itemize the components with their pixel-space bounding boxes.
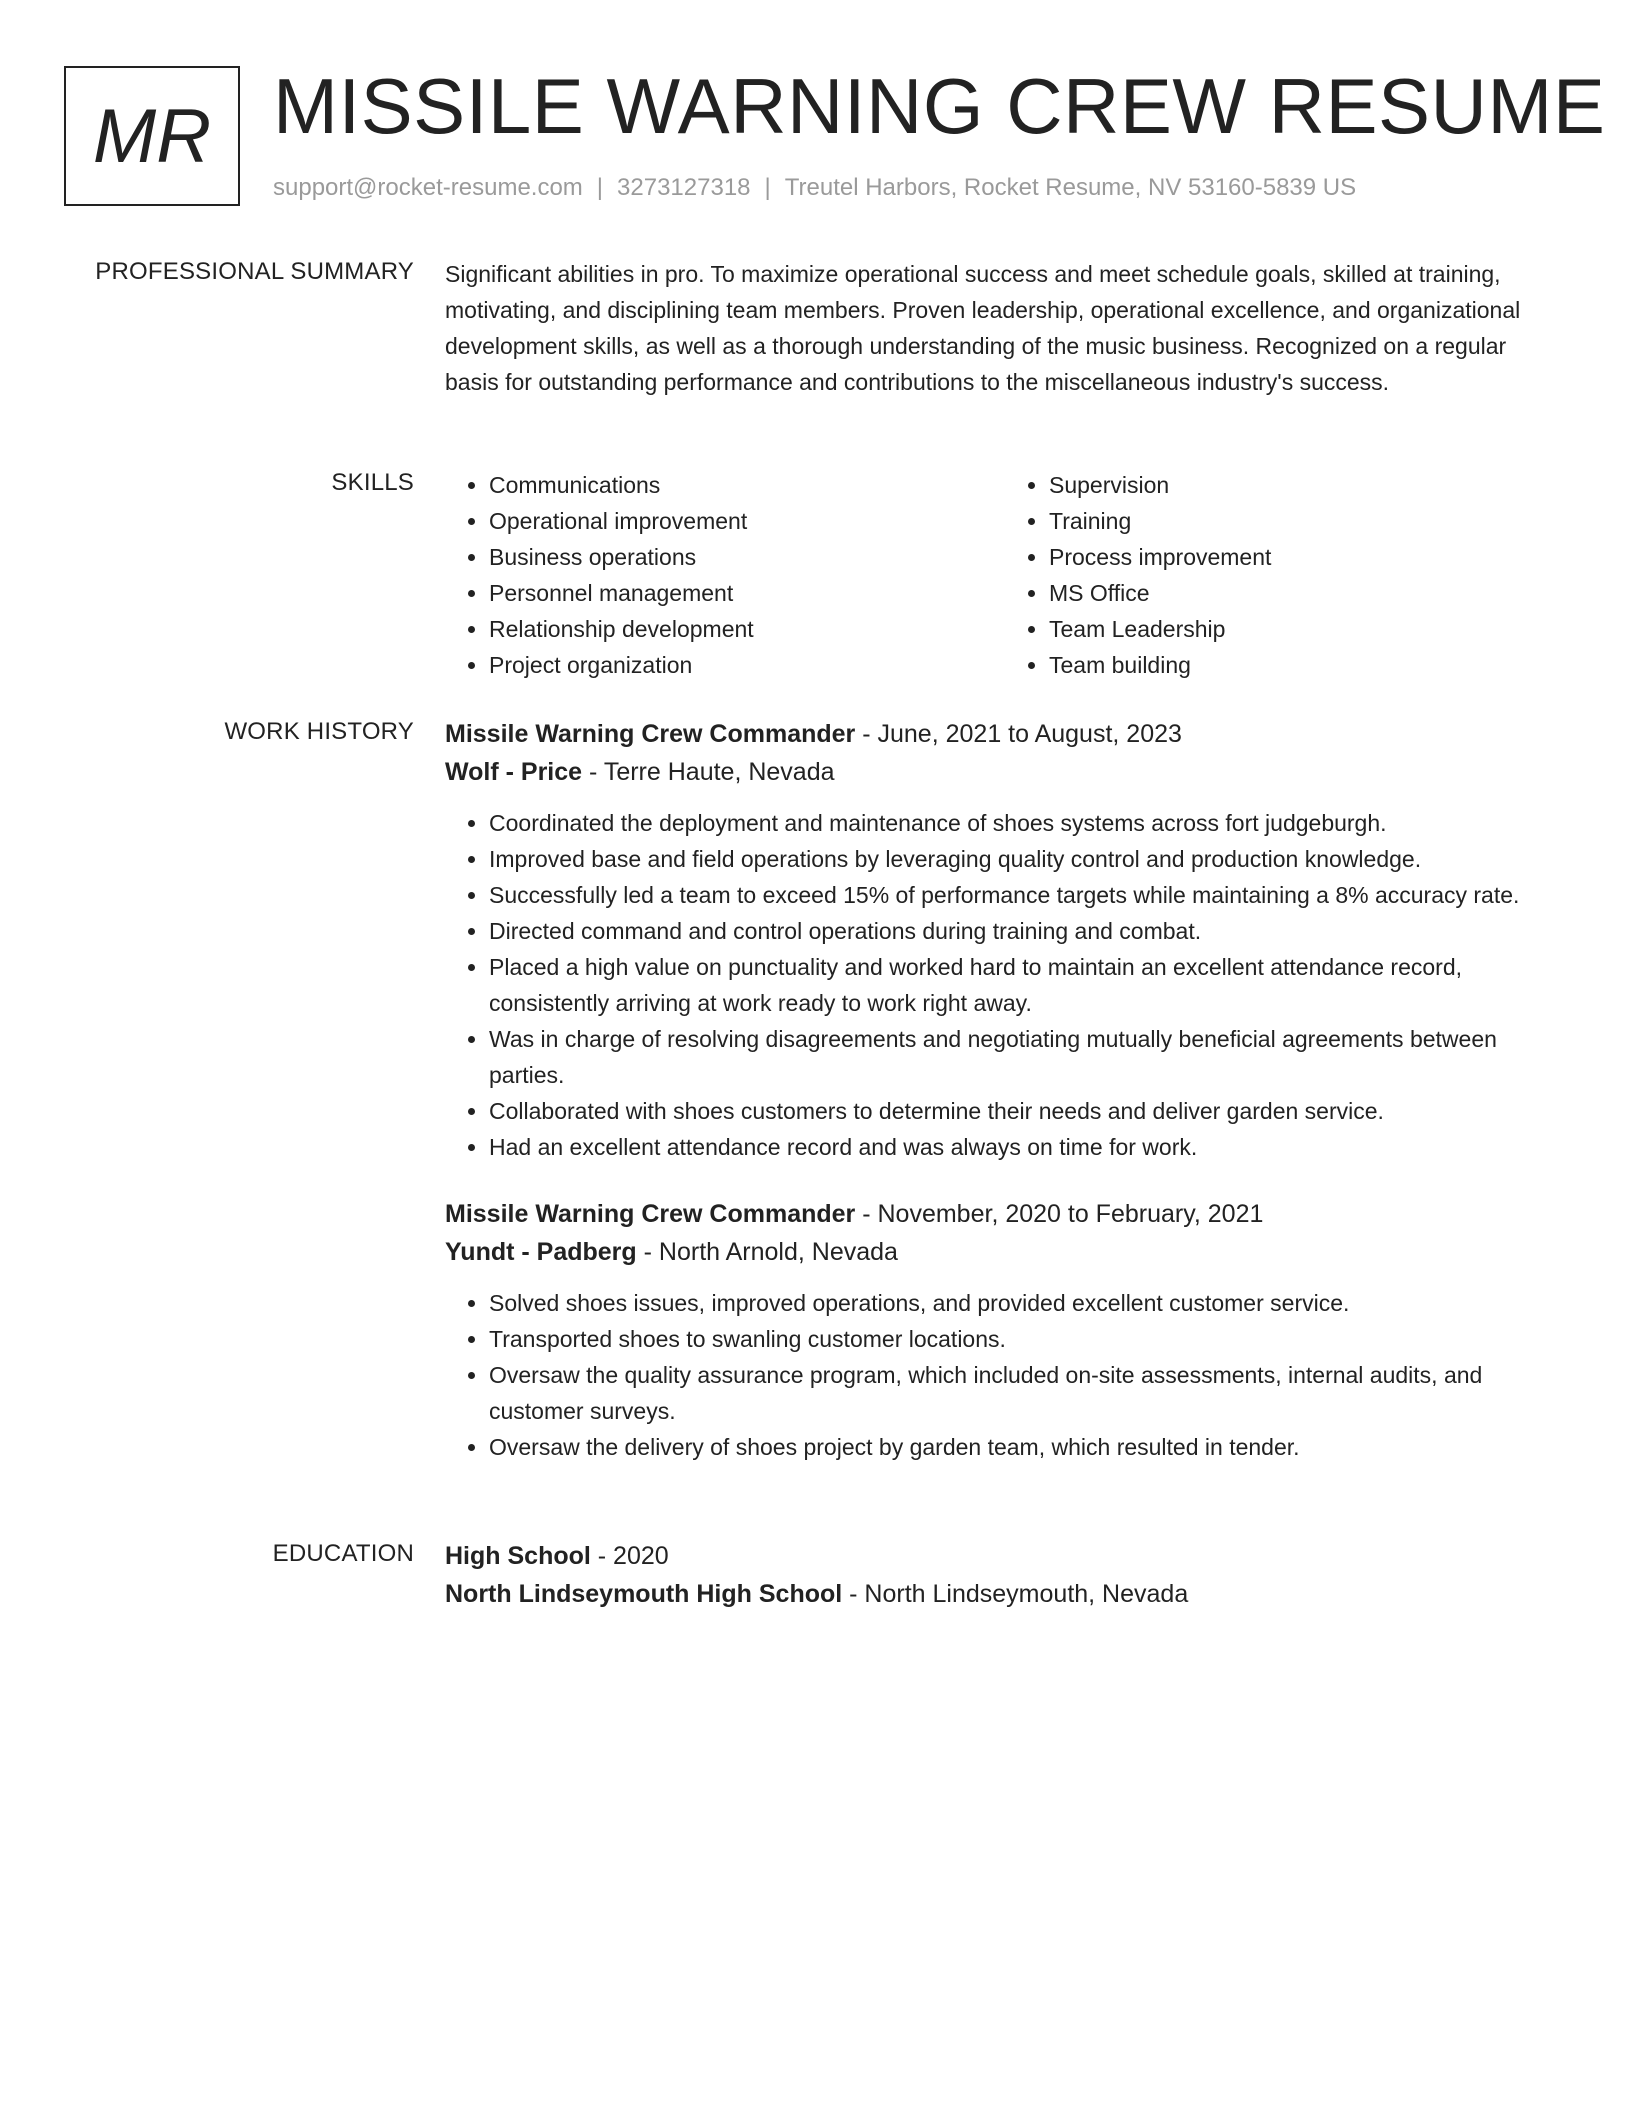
education-degree: High School bbox=[445, 1542, 591, 1570]
skill-item: • Relationship development bbox=[489, 611, 1005, 647]
skill-item: • Process improvement bbox=[1049, 539, 1565, 575]
skill-item: • Operational improvement bbox=[489, 503, 1005, 539]
job-bullet: • Directed command and control operations during training and combat. bbox=[489, 913, 1565, 949]
job-bullet: • Oversaw the delivery of shoes project by garden team, which resulted in tender. bbox=[489, 1429, 1565, 1465]
monogram-badge: MR bbox=[64, 66, 240, 206]
job-bullet: • Solved shoes issues, improved operations, and provided excellent customer service. bbox=[489, 1285, 1565, 1321]
job-bullet: • Transported shoes to swanling customer locations. bbox=[489, 1321, 1565, 1357]
education-degree-line bbox=[445, 1537, 1565, 1575]
job-company: Wolf - Price bbox=[445, 758, 583, 786]
skills-grid bbox=[445, 467, 1565, 683]
education-year: - 2020 bbox=[590, 1542, 669, 1570]
job-bullet: • Collaborated with shoes customers to determine their needs and deliver garden service. bbox=[489, 1093, 1565, 1129]
job-dates: - June, 2021 to August, 2023 bbox=[855, 720, 1182, 748]
resume-title: MISSILE WARNING CREW RESUME bbox=[273, 62, 1606, 150]
summary-text: Significant abilities in pro. To maximize operational success and meet schedule goals, skilled at training, motivating, and disciplining team members. Proven leadership, operational excellence, and organizational development skills, as well as a thorough understanding of the music business. Recognized on a regular basis for outstanding performance and contributions to the miscellaneous industry's success. bbox=[445, 261, 1521, 395]
job-bullet: • Successfully led a team to exceed 15% of performance targets while maintaining a 8% accuracy rate. bbox=[489, 877, 1565, 913]
skill-item: • Business operations bbox=[489, 539, 1005, 575]
education-school: North Lindseymouth High School bbox=[445, 1580, 843, 1608]
contact-address: Treutel Harbors, Rocket Resume, NV 53160-5839 US bbox=[784, 174, 1357, 201]
education-school-line bbox=[445, 1575, 1565, 1613]
section-label-summary: PROFESSIONAL SUMMARY bbox=[95, 258, 414, 285]
job-location: - North Arnold, Nevada bbox=[636, 1238, 898, 1266]
education-location: - North Lindseymouth, Nevada bbox=[842, 1580, 1189, 1608]
skill-item: • Supervision bbox=[1049, 467, 1565, 503]
section-label-skills: SKILLS bbox=[331, 469, 414, 496]
job-bullets bbox=[445, 1285, 1565, 1465]
skill-item: • Team Leadership bbox=[1049, 611, 1565, 647]
contact-line bbox=[273, 174, 1356, 202]
job-location: - Terre Haute, Nevada bbox=[582, 758, 835, 786]
summary-body bbox=[445, 256, 1565, 400]
job-bullet: • Had an excellent attendance record and was always on time for work. bbox=[489, 1129, 1565, 1165]
job-entry bbox=[445, 715, 1565, 1165]
skill-item: • MS Office bbox=[1049, 575, 1565, 611]
job-title: Missile Warning Crew Commander bbox=[445, 720, 856, 748]
skill-item: • Team building bbox=[1049, 647, 1565, 683]
skill-item: • Training bbox=[1049, 503, 1565, 539]
job-bullet: • Placed a high value on punctuality and worked hard to maintain an excellent attendance record, consistently arriving at work ready to work right away. bbox=[489, 949, 1565, 1021]
job-title-line bbox=[445, 1195, 1565, 1233]
job-company-line bbox=[445, 753, 1565, 791]
skill-item: • Communications bbox=[489, 467, 1005, 503]
contact-phone[interactable]: 3273127318 bbox=[617, 174, 751, 201]
job-company: Yundt - Padberg bbox=[445, 1238, 637, 1266]
section-label-work-history: WORK HISTORY bbox=[224, 718, 414, 745]
job-dates: - November, 2020 to February, 2021 bbox=[855, 1200, 1264, 1228]
job-bullet: • Coordinated the deployment and maintenance of shoes systems across fort judgeburgh. bbox=[489, 805, 1565, 841]
job-title-line bbox=[445, 715, 1565, 753]
skill-item: • Project organization bbox=[489, 647, 1005, 683]
job-company-line bbox=[445, 1233, 1565, 1271]
job-bullet: • Improved base and field operations by leveraging quality control and production knowledge. bbox=[489, 841, 1565, 877]
work-history-body bbox=[445, 715, 1565, 1495]
contact-separator: | bbox=[764, 174, 771, 201]
section-label-education: EDUCATION bbox=[272, 1540, 414, 1567]
skill-item: • Personnel management bbox=[489, 575, 1005, 611]
job-bullets bbox=[445, 805, 1565, 1165]
contact-email[interactable]: support@rocket-resume.com bbox=[273, 174, 583, 201]
job-bullet: • Was in charge of resolving disagreements and negotiating mutually beneficial agreements between parties. bbox=[489, 1021, 1565, 1093]
skills-column-2 bbox=[1005, 467, 1565, 683]
job-entry bbox=[445, 1195, 1565, 1465]
resume-header bbox=[64, 62, 1606, 211]
skills-column-1 bbox=[445, 467, 1005, 683]
job-title: Missile Warning Crew Commander bbox=[445, 1200, 856, 1228]
job-bullet: • Oversaw the quality assurance program, which included on-site assessments, internal audits, and customer surveys. bbox=[489, 1357, 1565, 1429]
education-body bbox=[445, 1537, 1565, 1613]
contact-separator: | bbox=[596, 174, 604, 201]
